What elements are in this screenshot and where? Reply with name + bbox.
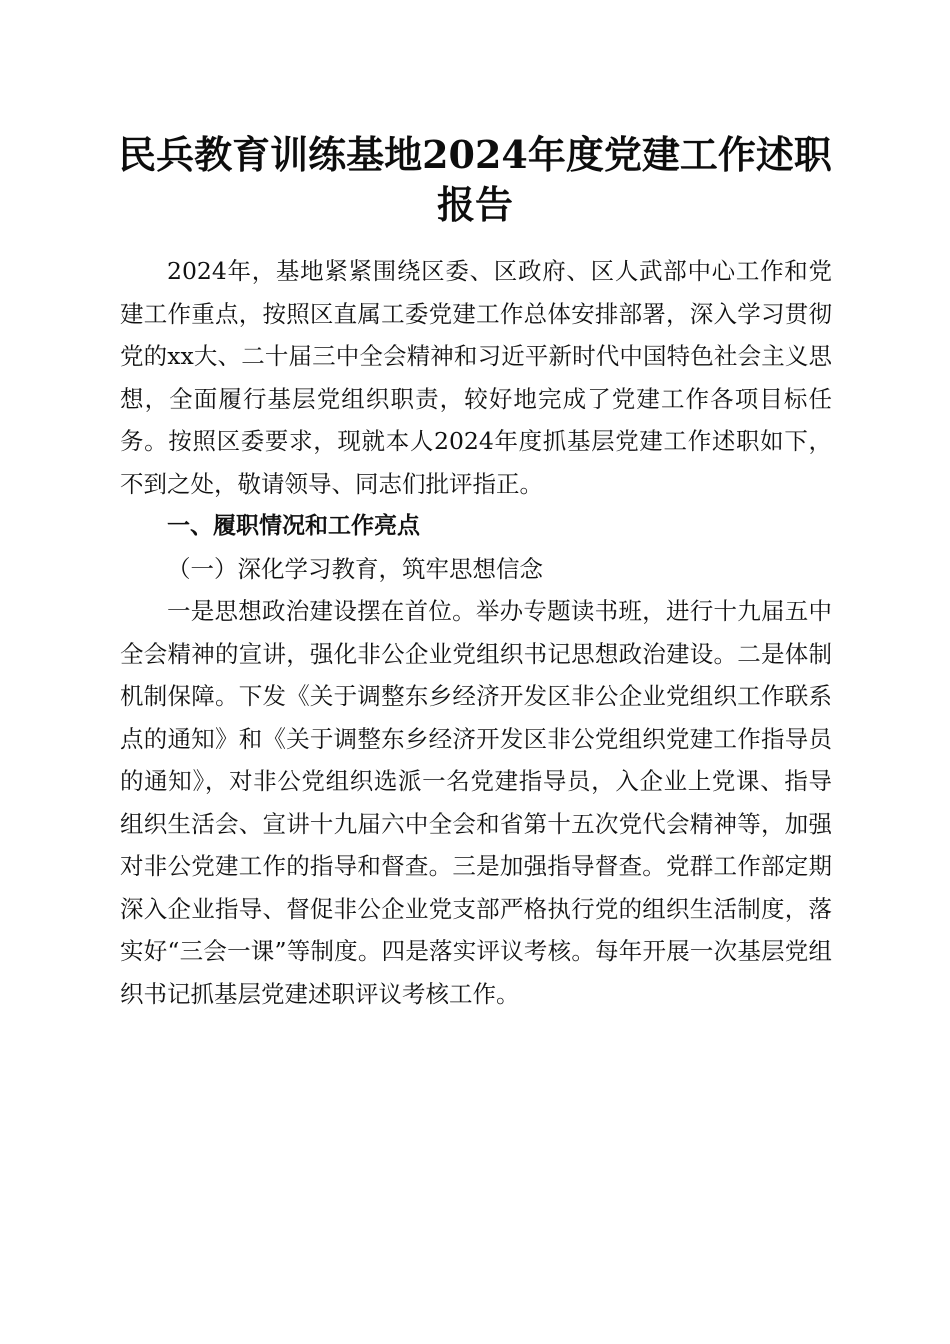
section-heading: 一、履职情况和工作亮点 [167, 513, 420, 539]
document-title: 民兵教育训练基地2024年度党建工作述职报告 [118, 132, 832, 227]
subsection-heading: （一）深化学习教育，筑牢思想信念 [167, 554, 543, 583]
intro-paragraph: 2024年，基地紧紧围绕区委、区政府、区人武部中心工作和党建工作重点，按照区直属工委党建工作总体安排部署，深入学习贯彻党的xx大、二十届三中全会精神和习近平新时代中国特色社会主义思想，全面履行基层党组织职责，较好地完成了党建工作各项目标任务。按照区委要求，现就本人2024年度抓基层党建工作述职如下，不到之处，敬请领导、同志们批评指正。 [120, 257, 832, 498]
subsection-body-paragraph: 一是思想政治建设摆在首位。举办专题读书班，进行十九届五中全会精神的宣讲，强化非公企业党组织书记思想政治建设。二是体制机制保障。下发《关于调整东乡经济开发区非公企业党组织工作联系点的通知》和《关于调整东乡经济开发区非公党组织党建工作指导员的通知》，对非公党组织选派一名党建指导员，入企业上党课、指导组织生活会、宣讲十九届六中全会和省第十五次党代会精神等，加强对非公党建工作的指导和督查。三是加强指导督查。党群工作部定期深入企业指导、督促非公企业党支部严格执行党的组织生活制度，落实好“三会一课”等制度。四是落实评议考核。每年开展一次基层党组织书记抓基层党建述职评议考核工作。 [120, 597, 832, 1008]
document-body [120, 250, 832, 1015]
